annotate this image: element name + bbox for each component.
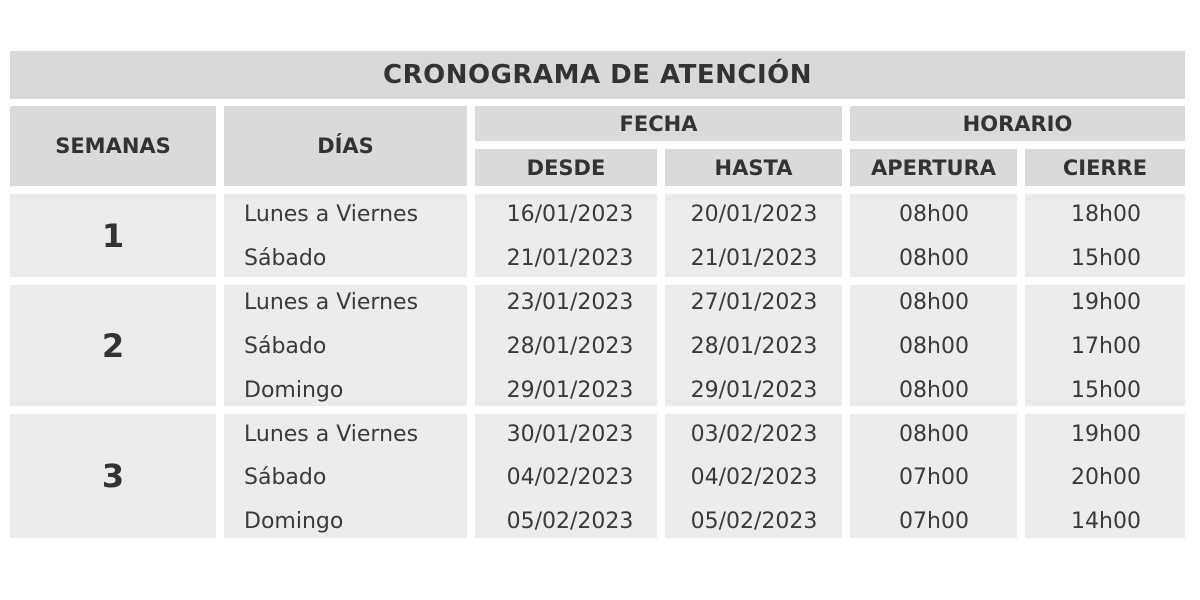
cell-apertura: 07h00 <box>899 465 969 490</box>
header-desde: DESDE <box>475 149 657 186</box>
cell-hasta: 27/01/2023 <box>690 290 818 315</box>
cell-cierre: 15h00 <box>1071 378 1141 403</box>
cell-dia: Lunes a Viernes <box>244 290 419 315</box>
cell-cierre: 20h00 <box>1071 465 1141 490</box>
header-apertura: APERTURA <box>850 149 1017 186</box>
cell-dia: Lunes a Viernes <box>244 422 419 447</box>
header-fecha: FECHA <box>475 106 842 141</box>
cell-cierre: 18h00 <box>1071 202 1141 227</box>
cell-hasta: 20/01/2023 <box>690 202 818 227</box>
cell-cierre: 19h00 <box>1071 422 1141 447</box>
cell-desde: 05/02/2023 <box>506 509 634 534</box>
cell-desde: 28/01/2023 <box>506 334 634 359</box>
cell-dia: Sábado <box>244 334 327 359</box>
cell-cierre: 17h00 <box>1071 334 1141 359</box>
cell-apertura: 08h00 <box>899 334 969 359</box>
cell-dia: Domingo <box>244 509 344 534</box>
cell-apertura: 07h00 <box>899 509 969 534</box>
cell-cierre: 15h00 <box>1071 246 1141 271</box>
week-number: 2 <box>10 285 216 406</box>
cell-desde: 04/02/2023 <box>506 465 634 490</box>
cell-hasta: 21/01/2023 <box>690 246 818 271</box>
cell-apertura: 08h00 <box>899 422 969 447</box>
cell-dia: Sábado <box>244 246 327 271</box>
cell-desde: 30/01/2023 <box>506 422 634 447</box>
cell-desde: 16/01/2023 <box>506 202 634 227</box>
cell-dia: Lunes a Viernes <box>244 202 419 227</box>
header-semanas: SEMANAS <box>10 106 216 186</box>
cell-dia: Domingo <box>244 378 344 403</box>
week-number: 3 <box>10 414 216 538</box>
cell-apertura: 08h00 <box>899 246 969 271</box>
table-title: CRONOGRAMA DE ATENCIÓN <box>10 51 1185 99</box>
cell-cierre: 14h00 <box>1071 509 1141 534</box>
week-number: 1 <box>10 194 216 277</box>
cell-hasta: 03/02/2023 <box>690 422 818 447</box>
cell-apertura: 08h00 <box>899 290 969 315</box>
cell-apertura: 08h00 <box>899 202 969 227</box>
cell-hasta: 28/01/2023 <box>690 334 818 359</box>
header-horario: HORARIO <box>850 106 1185 141</box>
header-hasta: HASTA <box>665 149 842 186</box>
cell-desde: 29/01/2023 <box>506 378 634 403</box>
cell-desde: 21/01/2023 <box>506 246 634 271</box>
cell-apertura: 08h00 <box>899 378 969 403</box>
cell-hasta: 05/02/2023 <box>690 509 818 534</box>
header-dias: DÍAS <box>224 106 467 186</box>
cell-hasta: 29/01/2023 <box>690 378 818 403</box>
cell-cierre: 19h00 <box>1071 290 1141 315</box>
header-cierre: CIERRE <box>1025 149 1185 186</box>
cell-hasta: 04/02/2023 <box>690 465 818 490</box>
cell-desde: 23/01/2023 <box>506 290 634 315</box>
cell-dia: Sábado <box>244 465 327 490</box>
